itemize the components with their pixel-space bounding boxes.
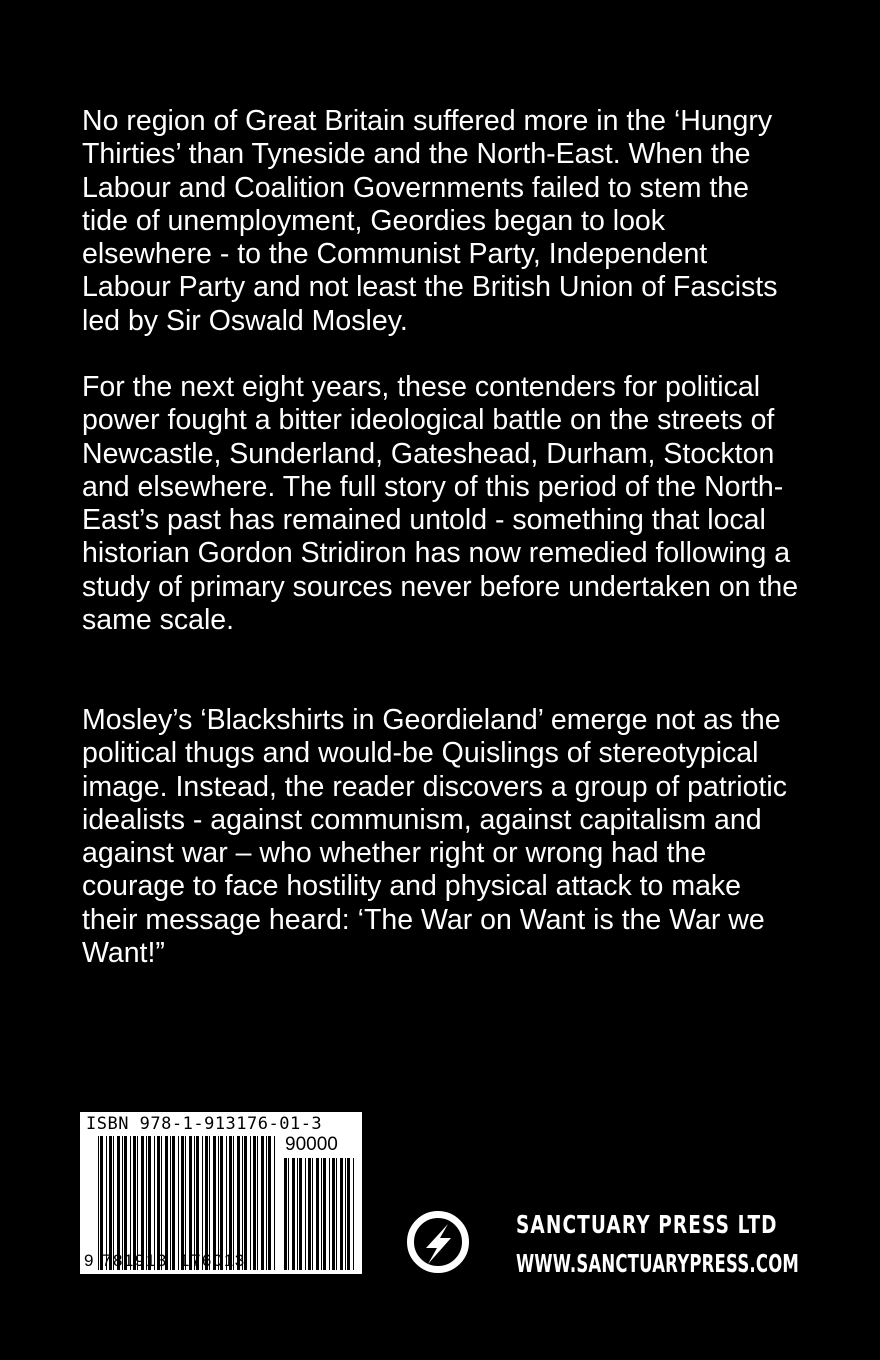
barcode-bar xyxy=(170,1136,171,1270)
blurb-paragraph-1: No region of Great Britain suffered more in the ‘Hungry Thirties’ than Tyneside and the North-East. When the Labour and Coalition Governments failed to stem the tide of unemployment, Geordies began to look elsewhere - to the Communist Party, Independent Labour Party and not least the British Union of Fascists led by Sir Oswald Mosley. xyxy=(82,105,778,337)
barcode-bar xyxy=(106,1136,107,1270)
barcode-bar xyxy=(233,1136,234,1270)
barcode-bar xyxy=(253,1136,256,1270)
barcode-bar xyxy=(347,1158,350,1270)
barcode-bar xyxy=(117,1136,120,1270)
flash-circle-icon xyxy=(406,1210,470,1274)
barcode-bar xyxy=(340,1158,343,1270)
barcode-bar xyxy=(213,1136,216,1270)
barcode-bar xyxy=(312,1158,313,1270)
barcode-bar xyxy=(202,1136,203,1270)
barcode-bar xyxy=(109,1136,112,1270)
barcode-bar xyxy=(113,1136,114,1270)
barcode-bar xyxy=(220,1136,223,1270)
barcode-bar xyxy=(323,1158,326,1270)
barcode-bar xyxy=(261,1136,264,1270)
barcode-bar xyxy=(299,1158,302,1270)
barcode-bar xyxy=(137,1136,138,1270)
barcode-bar xyxy=(308,1158,311,1270)
isbn-label: ISBN 978-1-913176-01-3 xyxy=(86,1114,323,1134)
barcode-bar xyxy=(100,1136,103,1270)
barcode-bar xyxy=(329,1158,330,1270)
barcode-bar xyxy=(266,1136,267,1270)
ean-first-digit: 9 xyxy=(84,1251,94,1270)
barcode-bar xyxy=(196,1136,199,1270)
ean-left-digits: 781913 xyxy=(102,1251,168,1270)
publisher-url: WWW.SANCTUARYPRESS.COM xyxy=(516,1249,800,1278)
barcode-bar xyxy=(172,1136,175,1270)
barcode-bar xyxy=(284,1158,287,1270)
barcode-bar xyxy=(353,1158,354,1270)
barcode-bar xyxy=(274,1136,275,1270)
barcode-bar xyxy=(209,1136,210,1270)
barcode-bar xyxy=(332,1158,335,1270)
barcode-bar xyxy=(130,1136,131,1270)
barcode-bar xyxy=(257,1136,258,1270)
barcode-bar xyxy=(133,1136,136,1270)
barcode-bar xyxy=(242,1136,243,1270)
barcode-bar xyxy=(161,1136,162,1270)
barcode-bar xyxy=(178,1136,179,1270)
blurb-paragraph-2: For the next eight years, these contenders for political power fought a bitter ideological battle on the streets of Newcastle, Sunderland, Gateshead, Durham, Stockton and elsewhere. The full story of this period of the North-East’s past has remained untold - something that local historian Gordon Stridiron has now remedied following a study of primary sources never before undertaken on the same scale. xyxy=(82,371,799,637)
barcode-bar xyxy=(205,1136,208,1270)
publisher-name: SANCTUARY PRESS LTD xyxy=(516,1210,778,1239)
barcode-bar xyxy=(148,1136,151,1270)
barcode-bar xyxy=(336,1158,337,1270)
barcode-bar xyxy=(345,1158,346,1270)
blurb-paragraph-3: Mosley’s ‘Blackshirts in Geordieland’ emerge not as the political thugs and would-be Quislings of stereotypical image. Instead, the reader discovers a group of patriotic idealists - against communism, against capitalism and against war – who whether right or wrong had the courage to face hostility and physical attack to make their message heard: ‘The War on Want is the War we Want!” xyxy=(82,704,787,970)
barcode-bar xyxy=(305,1158,306,1270)
barcode-bar xyxy=(185,1136,186,1270)
barcode-bar xyxy=(229,1136,232,1270)
barcode-bar xyxy=(189,1136,192,1270)
barcode-bar xyxy=(297,1158,298,1270)
barcode-bar xyxy=(244,1136,247,1270)
barcode-bar xyxy=(250,1136,251,1270)
barcode-bar xyxy=(268,1136,271,1270)
barcode-bar xyxy=(154,1136,155,1270)
barcode-bar xyxy=(124,1136,127,1270)
barcode-bar xyxy=(181,1136,184,1270)
addon-digits: 90000 xyxy=(285,1134,338,1155)
barcode-bar xyxy=(218,1136,219,1270)
barcode-bar xyxy=(141,1136,144,1270)
isbn-barcode xyxy=(80,1112,362,1274)
barcode-bar xyxy=(146,1136,147,1270)
ean-right-digits: 176013 xyxy=(180,1251,246,1270)
barcode-bar xyxy=(292,1158,295,1270)
barcode-bar xyxy=(194,1136,195,1270)
barcode-bar xyxy=(98,1136,99,1270)
barcode-bar xyxy=(237,1136,240,1270)
barcode-bar xyxy=(288,1158,289,1270)
barcode-bar xyxy=(157,1136,160,1270)
barcode-bar xyxy=(226,1136,227,1270)
barcode-bar xyxy=(321,1158,322,1270)
barcode-bar xyxy=(122,1136,123,1270)
barcode-bar xyxy=(165,1136,168,1270)
barcode-bar xyxy=(316,1158,319,1270)
